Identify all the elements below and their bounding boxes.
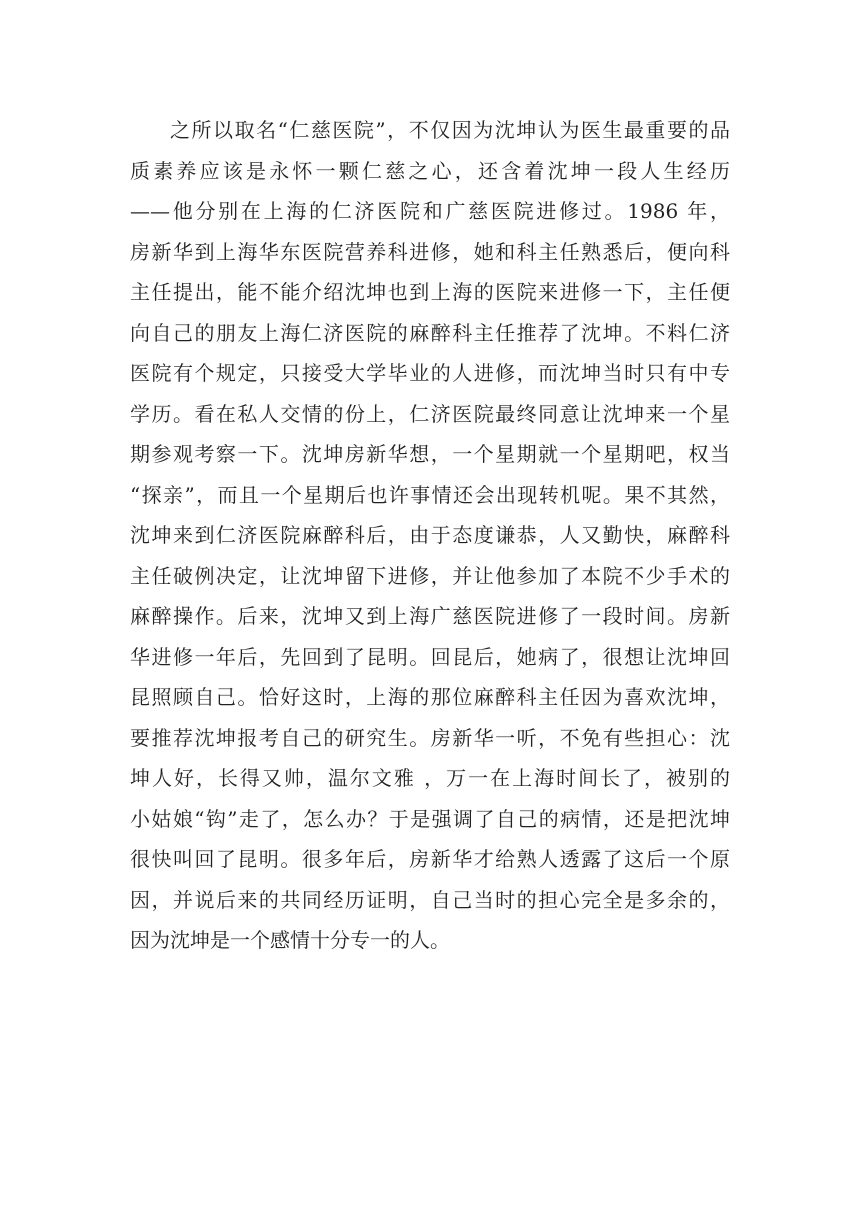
paragraph-line: 因为沈坤是一个感情十分专一的人。 bbox=[130, 928, 450, 952]
paragraph-line: 医院有个规定，只接受大学毕业的人进修，而沈坤当时只有中专 bbox=[130, 361, 730, 385]
paragraph-line: 主任破例决定，让沈坤留下进修，并让他参加了本院不少手术的 bbox=[130, 563, 730, 588]
paragraph-line: 要推荐沈坤报考自己的研究生。房新华一听，不免有些担心：沈 bbox=[130, 725, 730, 750]
paragraph-line: 因，并说后来的共同经历证明，自己当时的担心完全是多余的， bbox=[130, 887, 730, 912]
paragraph-line: 麻醉操作。后来，沈坤又到上海广慈医院进修了一段时间。房新 bbox=[130, 604, 730, 628]
paragraph-line: 期参观考察一下。沈坤房新华想，一个星期就一个星期吧，权当 bbox=[130, 442, 730, 466]
paragraph-line: 主任提出，能不能介绍沈坤也到上海的医院来进修一下，主任便 bbox=[130, 280, 730, 304]
paragraph-line: 质素养应该是永怀一颗仁慈之心，还含着沈坤一段人生经历 bbox=[130, 158, 730, 183]
paragraph-line: 坤人好，长得又帅，温尔文雅 ，万一在上海时间长了，被别的 bbox=[130, 766, 730, 790]
paragraph-line: 房新华到上海华东医院营养科进修，她和科主任熟悉后，便向科 bbox=[130, 239, 730, 264]
paragraph-line: 向自己的朋友上海仁济医院的麻醉科主任推荐了沈坤。不料仁济 bbox=[130, 320, 730, 345]
body-paragraph bbox=[130, 110, 730, 961]
paragraph-line: “探亲”，而且一个星期后也许事情还会出现转机呢。果不其然， bbox=[130, 482, 730, 507]
paragraph-line: 之所以取名“仁慈医院”，不仅因为沈坤认为医生最重要的品 bbox=[170, 118, 730, 142]
paragraph-line: 小姑娘“钩”走了，怎么办？于是强调了自己的病情，还是把沈坤 bbox=[130, 806, 730, 831]
paragraph-line: 学历。看在私人交情的份上，仁济医院最终同意让沈坤来一个星 bbox=[130, 401, 730, 426]
paragraph-line: ——他分别在上海的仁济医院和广慈医院进修过。1986 年， bbox=[130, 199, 730, 223]
paragraph-line: 沈坤来到仁济医院麻醉科后，由于态度谦恭，人又勤快，麻醉科 bbox=[130, 523, 730, 547]
paragraph-line: 华进修一年后，先回到了昆明。回昆后，她病了，很想让沈坤回 bbox=[130, 644, 730, 669]
paragraph-line: 昆照顾自己。恰好这时，上海的那位麻醉科主任因为喜欢沈坤， bbox=[130, 685, 730, 709]
paragraph-line: 很快叫回了昆明。很多年后，房新华才给熟人透露了这后一个原 bbox=[130, 847, 730, 871]
